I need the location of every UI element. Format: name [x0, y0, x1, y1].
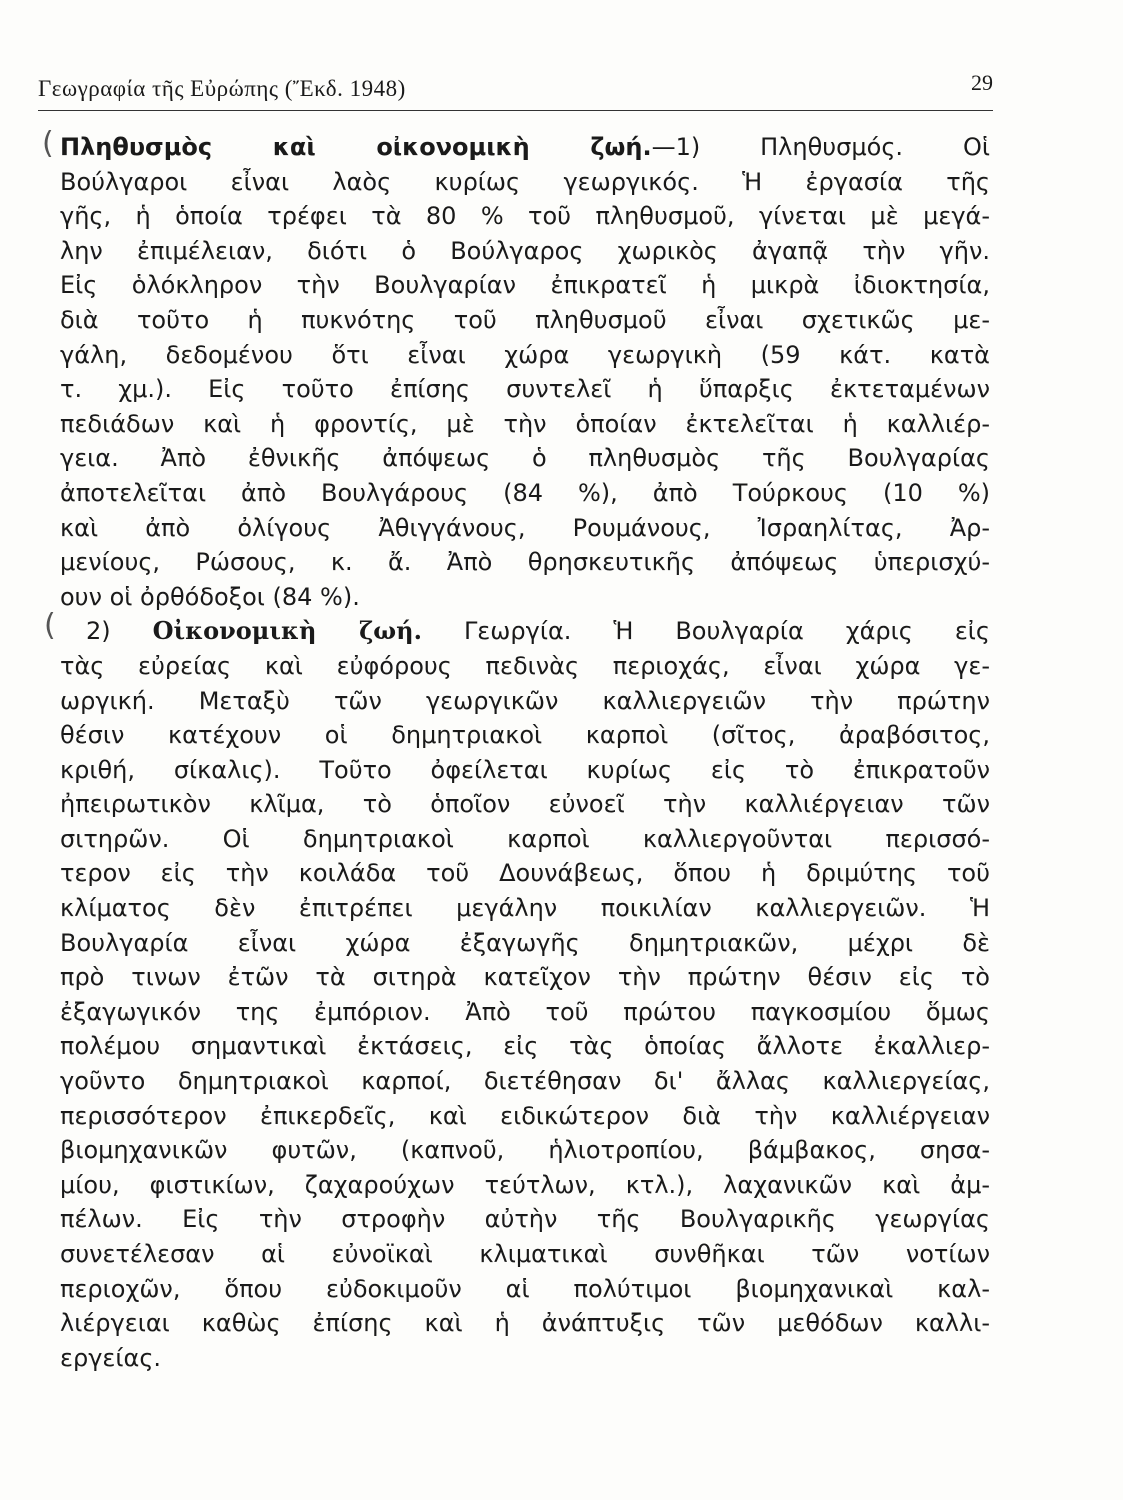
- running-head: [38, 70, 993, 111]
- section-1-subheading: —1) Πληθυσμός.: [651, 133, 904, 161]
- text-line: ουν οἱ ὀρθόδοξοι (84 %).: [60, 582, 360, 611]
- running-title: Γεωγραφία τῆς Εὐρώπης (Ἔκδ. 1948): [38, 76, 406, 101]
- text-line: ἠπειρωτικὸν κλῖμα, τὸ ὁποῖον εὐνοεῖ τὴν καλλιέργειαν τῶν: [60, 790, 990, 819]
- text-line: τερον εἰς τὴν κοιλάδα τοῦ Δουνάβεως, ὅπου ἡ δριμύτης τοῦ: [60, 859, 990, 888]
- text-line: λιέργειαι καθὼς ἐπίσης καὶ ἡ ἀνάπτυξις τῶν μεθόδων καλλι-: [60, 1309, 990, 1338]
- text-line: γάλη, δεδομένου ὅτι εἶναι χώρα γεωργικὴ (59 κάτ. κατὰ: [60, 340, 990, 369]
- text-line: γοῦντο δημητριακοὶ καρποί, διετέθησαν δι' ἄλλας καλλιεργείας,: [60, 1067, 990, 1096]
- text-line: ἀποτελεῖται ἀπὸ Βουλγάρους (84 %), ἀπὸ Τούρκους (10 %): [60, 478, 990, 507]
- margin-bracket-mark: (: [42, 126, 54, 161]
- margin-bracket-mark: (: [44, 608, 56, 643]
- text-line: περιοχῶν, ὅπου εὐδοκιμοῦν αἱ πολύτιμοι βιομηχανικαὶ καλ-: [60, 1274, 990, 1303]
- text-fragment: Γεωργία. Ἡ Βουλγαρία χάρις εἰς: [463, 617, 990, 646]
- section-2-heading: Οἰκονομικὴ ζωή.: [152, 616, 422, 646]
- text-line: συνετέλεσαν αἱ εὐνοϊκαὶ κλιματικαὶ συνθῆκαι τῶν νοτίων: [60, 1240, 990, 1268]
- text-line: μίου, φιστικίων, ζαχαρούχων τεύτλων, κτλ.), λαχανικῶν καὶ ἀμ-: [60, 1170, 990, 1199]
- text-line: Βουλγαρία εἶναι χώρα ἐξαγωγῆς δημητριακῶν, μέχρι δὲ: [60, 928, 990, 957]
- body-text: [60, 130, 990, 1375]
- text-line: τὰς εὐρείας καὶ εὐφόρους πεδινὰς περιοχάς, εἶναι χώρα γε-: [60, 651, 990, 680]
- section-1-first-line: [60, 130, 990, 165]
- text-line: πρὸ τινων ἐτῶν τὰ σιτηρὰ κατεῖχον τὴν πρώτην θέσιν εἰς τὸ: [60, 963, 990, 992]
- section-1-heading: Πληθυσμὸς καὶ οἰκονομικὴ ζωή.: [60, 133, 652, 161]
- text-line: ωργική. Μεταξὺ τῶν γεωργικῶν καλλιεργειῶν τὴν πρώτην: [60, 686, 990, 715]
- text-line: πεδιάδων καὶ ἡ φροντίς, μὲ τὴν ὁποίαν ἐκτελεῖται ἡ καλλιέρ-: [60, 409, 990, 438]
- text-line: κλίματος δὲν ἐπιτρέπει μεγάλην ποικιλίαν καλλιεργειῶν. Ἡ: [60, 894, 990, 923]
- text-line: εργείας.: [60, 1343, 162, 1372]
- text-line: λην ἐπιμέλειαν, διότι ὁ Βούλγαρος χωρικὸς ἀγαπᾷ τὴν γῆν.: [60, 236, 990, 265]
- text-line: γεια. Ἀπὸ ἐθνικῆς ἀπόψεως ὁ πληθυσμὸς τῆς Βουλγαρίας: [60, 444, 990, 473]
- text-line: τ. χμ.). Εἰς τοῦτο ἐπίσης συντελεῖ ἡ ὕπαρξις ἐκτεταμένων: [60, 375, 990, 404]
- text-line: μενίους, Ρώσους, κ. ἄ. Ἀπὸ θρησκευτικῆς ἀπόψεως ὑπερισχύ-: [60, 548, 990, 577]
- text-line: βιομηχανικῶν φυτῶν, (καπνοῦ, ἡλιοτροπίου, βάμβακος, σησα-: [60, 1136, 990, 1165]
- text-line: σιτηρῶν. Οἱ δημητριακοὶ καρποὶ καλλιεργοῦνται περισσό-: [60, 824, 990, 853]
- page-number: 29: [971, 70, 993, 95]
- text-line: διὰ τοῦτο ἡ πυκνότης τοῦ πληθυσμοῦ εἶναι σχετικῶς με-: [60, 305, 990, 334]
- text-line: πολέμου σημαντικαὶ ἐκτάσεις, εἰς τὰς ὁποίας ἄλλοτε ἐκαλλιερ-: [60, 1032, 990, 1061]
- text-line: θέσιν κατέχουν οἱ δημητριακοὶ καρποὶ (σῖτος, ἀραβόσιτος,: [60, 721, 990, 750]
- text-line: ἐξαγωγικόν της ἐμπόριον. Ἀπὸ τοῦ πρώτου παγκοσμίου ὅμως: [60, 997, 990, 1026]
- text-fragment: Οἱ: [962, 133, 990, 161]
- text-line: Βούλγαροι εἶναι λαὸς κυρίως γεωργικός. Ἡ ἐργασία τῆς: [60, 167, 990, 196]
- text-line: πέλων. Εἰς τὴν στροφὴν αὐτὴν τῆς Βουλγαρικῆς γεωργίας: [60, 1205, 990, 1234]
- text-line: κριθή, σίκαλις). Τοῦτο ὀφείλεται κυρίως εἰς τὸ ἐπικρατοῦν: [60, 755, 990, 784]
- section-2-number: 2): [86, 617, 111, 646]
- text-line: Εἰς ὁλόκληρον τὴν Βουλγαρίαν ἐπικρατεῖ ἡ μικρὰ ἰδιοκτησία,: [60, 271, 990, 300]
- text-line: περισσότερον ἐπικερδεῖς, καὶ ειδικώτερον διὰ τὴν καλλιέργειαν: [60, 1101, 990, 1130]
- section-2-first-line: [60, 614, 990, 649]
- text-line: γῆς, ἡ ὁποία τρέφει τὰ 80 % τοῦ πληθυσμοῦ, γίνεται μὲ μεγά-: [60, 202, 990, 231]
- text-line: καὶ ἀπὸ ὀλίγους Ἀθιγγάνους, Ρουμάνους, Ἰσραηλίτας, Ἀρ-: [60, 513, 990, 542]
